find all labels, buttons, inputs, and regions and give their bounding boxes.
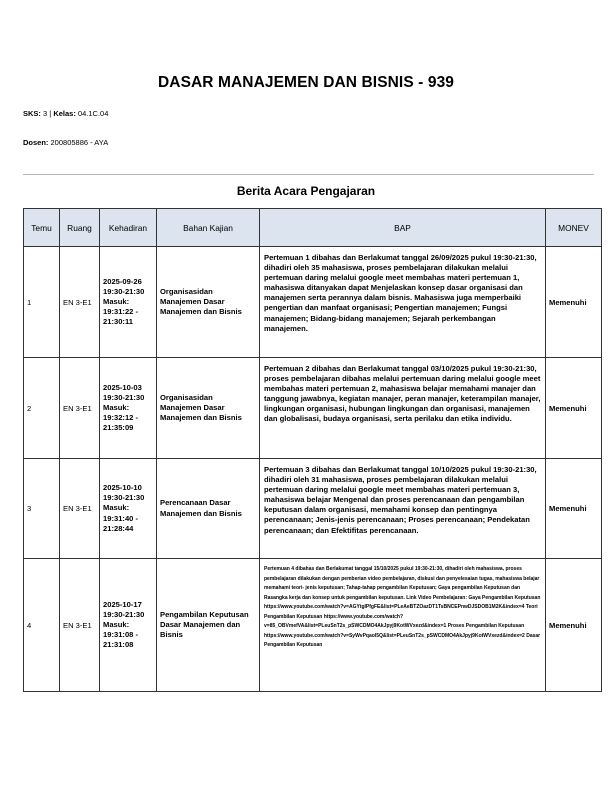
cell-monev: Memenuhi <box>546 459 602 559</box>
kelas-value: 04.1C.04 <box>77 109 109 118</box>
cell-ruang: EN 3-E1 <box>60 247 100 358</box>
header-ruang: Ruang <box>60 209 100 247</box>
dosen-line <box>23 138 108 147</box>
cell-bap: Pertemuan 2 dibahas dan Berlakumat tanggal 03/10/2025 pukul 19:30-21:30, proses pembelajaran dibahas melalui pertemuan daring melalui google meet membahas materi pertemuan 2, mahasiswa belajar memahami manajer dan tanggung jawabnya, kegiatan manajer, peran manajer, keterampilan manajer, lingkungan organisasi, hubungan lingkungan dan organisasi, manajemen dan globalisasi, budaya organisasi, serta perilaku dan etika individu. <box>260 358 546 459</box>
header-monev: MONEV <box>546 209 602 247</box>
cell-temu: 4 <box>24 559 60 692</box>
cell-ruang: EN 3-E1 <box>60 559 100 692</box>
dosen-label: Dosen: <box>23 138 49 147</box>
cell-kehadiran: 2025-10-03 19:30-21:30 Masuk: 19:32:12 - 21:35:09 <box>100 358 157 459</box>
cell-temu: 2 <box>24 358 60 459</box>
cell-monev: Memenuhi <box>546 559 602 692</box>
cell-bap: Pertemuan 1 dibahas dan Berlakumat tanggal 26/09/2025 pukul 19:30-21:30, dihadiri oleh 35 mahasiswa, proses pembelajaran dilakukan melalui pertemuan daring melalui google meet membahas materi pertemuan 1, mahasiswa ditanyakan dapat Menjelaskan konsep dasar organisasi dan manajemen serta perannya dalam bisnis. Mahasiswa juga memperbaiki pengertian dan manfaat organisasi; Pengertian manajemen; Fungsi manajemen; Bidang-bidang manajemen; Sejarah perkembangan manajemen. <box>260 247 546 358</box>
table-row <box>24 459 602 559</box>
sks-kelas-line <box>23 109 108 118</box>
document-title: DASAR MANAJEMEN DAN BISNIS - 939 <box>157 74 455 91</box>
bap-table <box>23 208 602 692</box>
table-row <box>24 247 602 358</box>
cell-bahan-kajian: Pengambilan Keputusan Dasar Manajemen dan Bisnis <box>157 559 260 692</box>
cell-temu: 3 <box>24 459 60 559</box>
cell-kehadiran: 2025-09-26 19:30-21:30 Masuk: 19:31:22 - 21:30:11 <box>100 247 157 358</box>
cell-bahan-kajian: Organisasidan Manajemen Dasar Manajemen dan Bisnis <box>157 247 260 358</box>
header-kehadiran: Kehadiran <box>100 209 157 247</box>
cell-kehadiran: 2025-10-10 19:30-21:30 Masuk: 19:31:40 - 21:28:44 <box>100 459 157 559</box>
table-row <box>24 559 602 692</box>
section-title: Berita Acara Pengajaran <box>236 184 376 198</box>
cell-kehadiran: 2025-10-17 19:30-21:30 Masuk: 19:31:08 - 21:31:08 <box>100 559 157 692</box>
cell-ruang: EN 3-E1 <box>60 459 100 559</box>
dosen-value: 200805886 - AYA <box>50 138 109 147</box>
sks-label: SKS: <box>23 109 41 118</box>
header-temu: Temu <box>24 209 60 247</box>
table-row <box>24 358 602 459</box>
cell-temu: 1 <box>24 247 60 358</box>
divider <box>23 174 594 175</box>
header-bap: BAP <box>260 209 546 247</box>
cell-bap: Pertemuan 4 dibahas dan Berlakumat tanggal 15/10/2025 pukul 19:30-21:30, dihadiri oleh mahasiswa, proses pembelajaran dilakukan dengan pemberian video pembelajaran, diskusi dan penyelesaian tugas, mahasiswa belajar memahami teori- jenis keputusan; Tahap-tahap pengambilan Keputusan; Gaya pengambilan Keputusan dan Rasangka kerja dan konsep untuk pengambilan keputusan. Link Video Pembelajaran: Gaya Pengambilan Keputusan https://www.youtube.com/watch?v=AGYtgIPfgFE&list=PLeAeBTZOazDT1TsBNCEPnwDJSDOB1M2K&index=4 Teori Pengambilan Keputusan https://www.youtube.com/watch?v=85_OBVmefVA&list=PLeuSnT2s_pSWCDMO4AkJpyj9KotWVxezd&index=1 Proses Pengambilan Keputusan https://www.youtube.com/watch?v=SyWvPqaoI5Q&list=PLeuSnT2s_pSWCDMO4AkJpyj9KotWVxezd&index=2 Dasar Pengambilan Keputusan <box>260 559 546 692</box>
table-header-row <box>24 209 602 247</box>
cell-bap: Pertemuan 3 dibahas dan Berlakumat tanggal 10/10/2025 pukul 19:30-21:30, dihadiri oleh 31 mahasiswa, proses pembelajaran dilakukan melalui pertemuan daring melalui google meet membahas materi pertemuan 3, mahasiswa belajar Mengenal dan proses perencanaan dan pengambilan keputusan dalam organisasi, memahami konsep dan pentingnya perencanaan; Jenis-jenis perencanaan; Proses perencanaan; Pendekatan perencanaan; dan Efektifitas perencanaan. <box>260 459 546 559</box>
separator: | <box>49 109 52 118</box>
cell-monev: Memenuhi <box>546 247 602 358</box>
header-bahan-kajian: Bahan Kajian <box>157 209 260 247</box>
cell-bahan-kajian: Organisasidan Manajemen Dasar Manajemen dan Bisnis <box>157 358 260 459</box>
cell-bahan-kajian: Perencanaan Dasar Manajemen dan Bisnis <box>157 459 260 559</box>
kelas-label: Kelas: <box>53 109 76 118</box>
sks-value: 3 <box>43 109 48 118</box>
cell-monev: Memenuhi <box>546 358 602 459</box>
cell-ruang: EN 3-E1 <box>60 358 100 459</box>
